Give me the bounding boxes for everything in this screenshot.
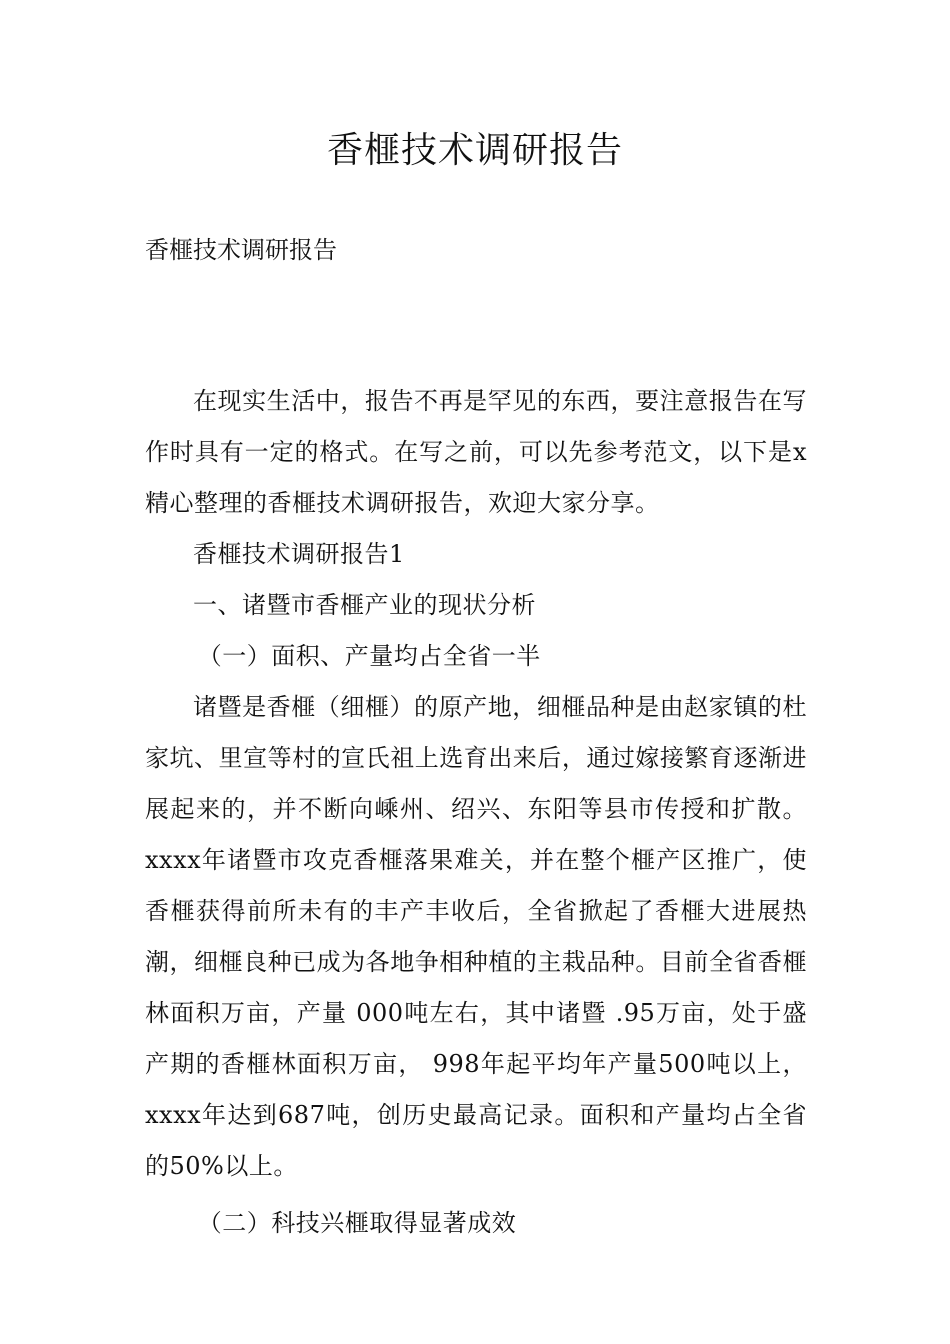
report-heading: 香榧技术调研报告1 — [193, 540, 405, 568]
document-subtitle: 香榧技术调研报告 — [145, 236, 337, 264]
subsection-heading-one: （一）面积、产量均占全省一半 — [197, 642, 541, 670]
subsection-heading-two: （二）科技兴榧取得显著成效 — [197, 1209, 517, 1237]
intro-paragraph: 在现实生活中，报告不再是罕见的东西，要注意报告在写作时具有一定的格式。在写之前，可以先参考范文，以下是x精心整理的香榧技术调研报告，欢迎大家分享。 — [145, 387, 807, 517]
document-title: 香榧技术调研报告 — [326, 130, 623, 171]
document-body — [145, 376, 807, 1249]
section-heading-one: 一、诸暨市香榧产业的现状分析 — [193, 591, 536, 619]
main-paragraph: 诸暨是香榧（细榧）的原产地，细榧品种是由赵家镇的杜家坑、里宣等村的宣氏祖上选育出来后，通过嫁接繁育逐渐进展起来的，并不断向嵊州、绍兴、东阳等县市传授和扩散。xxxx年诸暨市攻克香榧落果难关，并在整个榧产区推广，使香榧获得前所未有的丰产丰收后，全省掀起了香榧大进展热潮，细榧良种已成为各地争相种植的主栽品种。目前全省香榧林面积万亩，产量 000吨左右，其中诸暨 .95万亩，处于盛产期的香榧林面积万亩， 998年起平均年产量500吨以上，xxxx年达到687吨，创历史最高记录。面积和产量均占全省的50%以上。 — [145, 693, 807, 1180]
